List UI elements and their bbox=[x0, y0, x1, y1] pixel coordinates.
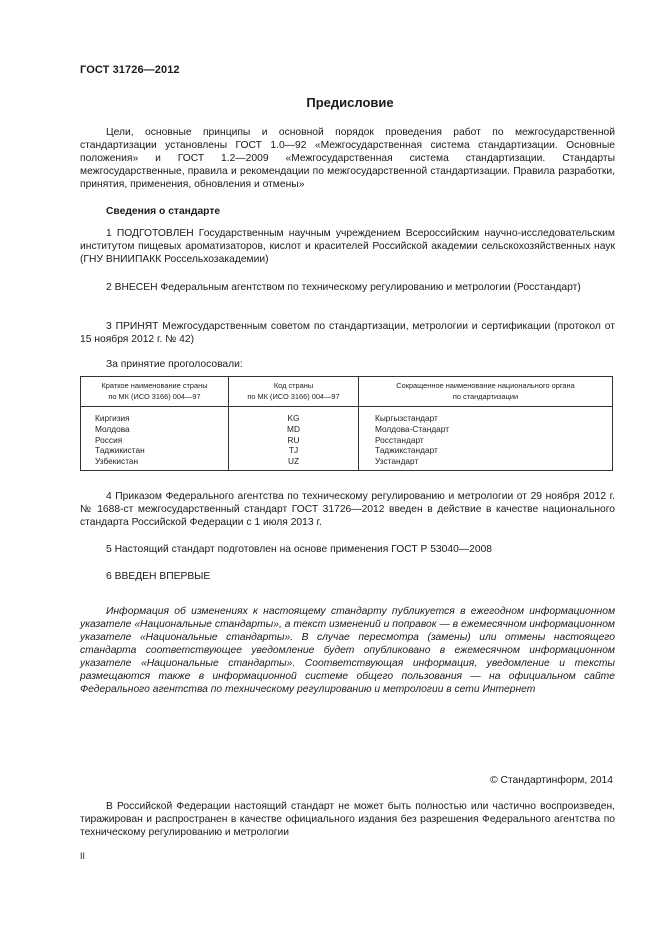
country-cell: Узбекистан bbox=[81, 456, 229, 470]
table-header-code-line2: по МК (ИСО 3166) 004—97 bbox=[247, 392, 340, 401]
table-header-code-line1: Код страны bbox=[273, 381, 314, 390]
table-row bbox=[81, 407, 613, 424]
page-title: Предисловие bbox=[306, 95, 394, 110]
voted-label: За принятие проголосовали: bbox=[106, 359, 243, 370]
code-cell: RU bbox=[229, 435, 359, 446]
table-row bbox=[81, 435, 613, 446]
legal-notice: В Российской Федерации настоящий стандарт не может быть полностью или частично воспроизведен, тиражирован и распространен в качестве официального издания без разрешения Федерального агентства по техническому регулированию и метрологии bbox=[80, 801, 615, 838]
copyright-notice: © Стандартинформ, 2014 bbox=[490, 775, 613, 786]
table-row bbox=[81, 424, 613, 435]
page-number: II bbox=[80, 851, 86, 861]
document-code: ГОСТ 31726—2012 bbox=[80, 64, 180, 76]
country-cell: Таджикистан bbox=[81, 445, 229, 456]
changes-notice: Информация об изменениях к настоящему стандарту публикуется в ежегодном информационном указателе «Национальные стандарты», а текст изменений и поправок — в ежемесячном информационном указателе «Национальные стандарты». В случае пересмотра (замены) или отмены настоящего стандарта соответствующее уведомление будет опубликовано в ежемесячном информационном указателе «Национальные стандарты». Соответствующая информация, уведомление и тексты размещаются также в информационной системе общего пользования — на официальном сайте Федерального агентства по техническому регулированию и метрологии в сети Интернет bbox=[80, 606, 615, 695]
intro-paragraph: Цели, основные принципы и основной порядок проведения работ по межгосударственной стандартизации установлены ГОСТ 1.0—92 «Межгосударственная система стандартизации. Основные положения» и ГОСТ 1.2—2009 «Межгосударственная система стандартизации. Стандарты межгосударственные, правила и рекомендации по межгосударственной стандартизации. Правила разработки, принятия, применения, обновления и отмены» bbox=[80, 127, 615, 190]
table-header-code bbox=[229, 377, 359, 407]
table-header-country-line2: по МК (ИСО 3166) 004—97 bbox=[108, 392, 201, 401]
country-cell: Киргизия bbox=[81, 407, 229, 424]
body-cell: Кыргызстандарт bbox=[359, 407, 613, 424]
item-5-paragraph: 5 Настоящий стандарт подготовлен на основе применения ГОСТ Р 53040—2008 bbox=[106, 544, 493, 555]
body-cell: Таджикстандарт bbox=[359, 445, 613, 456]
table-header-row bbox=[81, 377, 613, 407]
table-header-body-line1: Сокращенное наименование национального органа bbox=[396, 381, 575, 390]
item-3-paragraph: 3 ПРИНЯТ Межгосударственным советом по стандартизации, метрологии и сертификации (протокол от 15 ноября 2012 г. № 42) bbox=[80, 321, 615, 345]
voting-table bbox=[80, 376, 613, 471]
code-cell: MD bbox=[229, 424, 359, 435]
body-cell: Молдова-Стандарт bbox=[359, 424, 613, 435]
table-header-body-line2: по стандартизации bbox=[452, 392, 519, 401]
code-cell: UZ bbox=[229, 456, 359, 470]
table-header-body bbox=[359, 377, 613, 407]
item-2-paragraph: 2 ВНЕСЕН Федеральным агентством по техническому регулированию и метрологии (Росстандарт) bbox=[106, 282, 581, 293]
country-cell: Россия bbox=[81, 435, 229, 446]
table-header-country bbox=[81, 377, 229, 407]
info-heading: Сведения о стандарте bbox=[106, 206, 221, 217]
table-header-country-line1: Краткое наименование страны bbox=[101, 381, 208, 390]
item-1-paragraph: 1 ПОДГОТОВЛЕН Государственным научным учреждением Всероссийским научно-исследовательским институтом пищевых ароматизаторов, кислот и красителей Российской академии сельскохозяйственных наук (ГНУ ВНИИПАКК Россельхозакадемии) bbox=[80, 228, 615, 265]
country-cell: Молдова bbox=[81, 424, 229, 435]
code-cell: KG bbox=[229, 407, 359, 424]
item-6-paragraph: 6 ВВЕДЕН ВПЕРВЫЕ bbox=[106, 571, 211, 582]
body-cell: Узстандарт bbox=[359, 456, 613, 470]
body-cell: Росстандарт bbox=[359, 435, 613, 446]
code-cell: TJ bbox=[229, 445, 359, 456]
table-row bbox=[81, 456, 613, 470]
table-row bbox=[81, 445, 613, 456]
item-4-paragraph: 4 Приказом Федерального агентства по техническому регулированию и метрологии от 29 ноября 2012 г. № 1688-ст межгосударственный стандарт ГОСТ 31726—2012 введен в действие в качестве национального стандарта Российской Федерации с 1 июля 2013 г. bbox=[80, 491, 615, 528]
